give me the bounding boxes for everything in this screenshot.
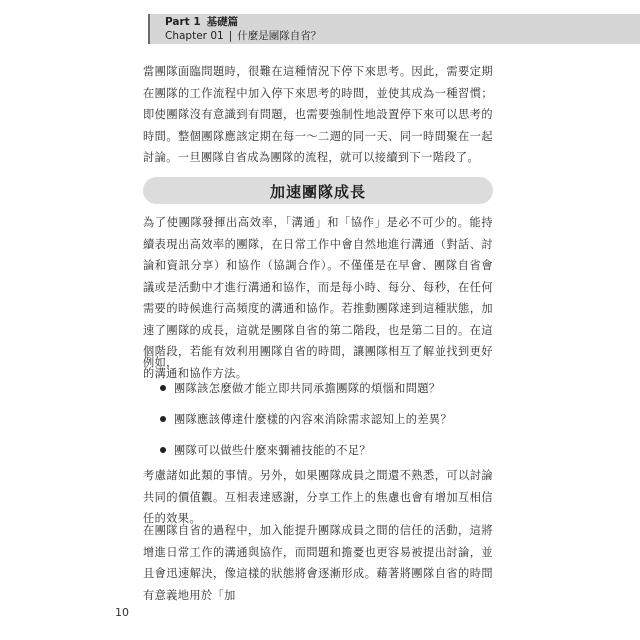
bullet-text: 團隊應該傳達什麼樣的內容來消除需求認知上的差異？ <box>174 413 453 426</box>
chapter-title: 什麼是團隊自省？ <box>237 30 322 42</box>
intro-paragraph: 當團隊面臨問題時，很難在這種情況下停下來思考。因此，需要定期在團隊的工作流程中加入停下來思考的時間，並使其成為一種習慣；即使團隊沒有意識到有問題，也需要強制性地設置停下來可以思考的時間。整個團隊應該定期在每一～二週的同一天、同一時間聚在一起討論。一旦團隊自省成為團隊的流程，就可以接續到下一階段了。 <box>143 65 493 164</box>
bullet-item <box>160 378 490 409</box>
page-number: 10 <box>115 606 129 619</box>
bullet-text: 團隊可以做些什麼來彌補技能的不足？ <box>174 444 371 457</box>
section-heading-bar <box>143 177 493 204</box>
bullet-list <box>160 378 490 471</box>
bullet-text: 團隊該怎麼做才能立即共同承擔團隊的煩惱和問題？ <box>174 382 441 395</box>
bullet-dot-icon <box>160 447 166 453</box>
bullet-dot-icon <box>160 385 166 391</box>
header-part <box>165 14 238 29</box>
header-chapter <box>165 28 321 43</box>
body-paragraph-1: 為了使團隊發揮出高效率，「溝通」和「協作」是必不可少的。能持續表現出高效率的團隊，在日常工作中會自然地進行溝通（對話、討論和資訊分享）和協作（協調合作）。不僅僅是在早會、團隊自省會議或是活動中才進行溝通和協作，而是每小時、每分、每秒，在任何需要的時候進行高頻度的溝通和協作。若推動團隊達到這種狀態，加速了團隊的成長，這就是團隊自省的第二階段，也是第二目的。在這個階段，若能有效利用團隊自省的時間，讓團隊相互了解並找到更好的溝通和協作方法。 <box>143 216 493 380</box>
header-separator: | <box>228 30 233 42</box>
header-divider <box>148 14 150 44</box>
body-paragraph-3: 在團隊自省的過程中，加入能提升團隊成員之間的信任的活動，這將增進日常工作的溝通與協作，而問題和擔憂也更容易被提出討論，並且會迅速解決，像這樣的狀態將會逐漸形成。藉著將團隊自省的時間有意義地用於「加 <box>143 524 493 602</box>
example-label: 例如， <box>143 356 178 369</box>
section-title: 加速團隊成長 <box>269 183 366 201</box>
body-paragraph-2: 考慮諸如此類的事情。另外，如果團隊成員之間還不熟悉，可以討論共同的價值觀。互相表達感謝，分享工作上的焦慮也會有增加互相信任的效果。 <box>143 469 493 525</box>
part-label: Part 1 <box>165 16 201 28</box>
chapter-label: Chapter 01 <box>165 30 224 42</box>
part-title: 基礎篇 <box>206 16 239 28</box>
bullet-item <box>160 409 490 440</box>
bullet-dot-icon <box>160 416 166 422</box>
